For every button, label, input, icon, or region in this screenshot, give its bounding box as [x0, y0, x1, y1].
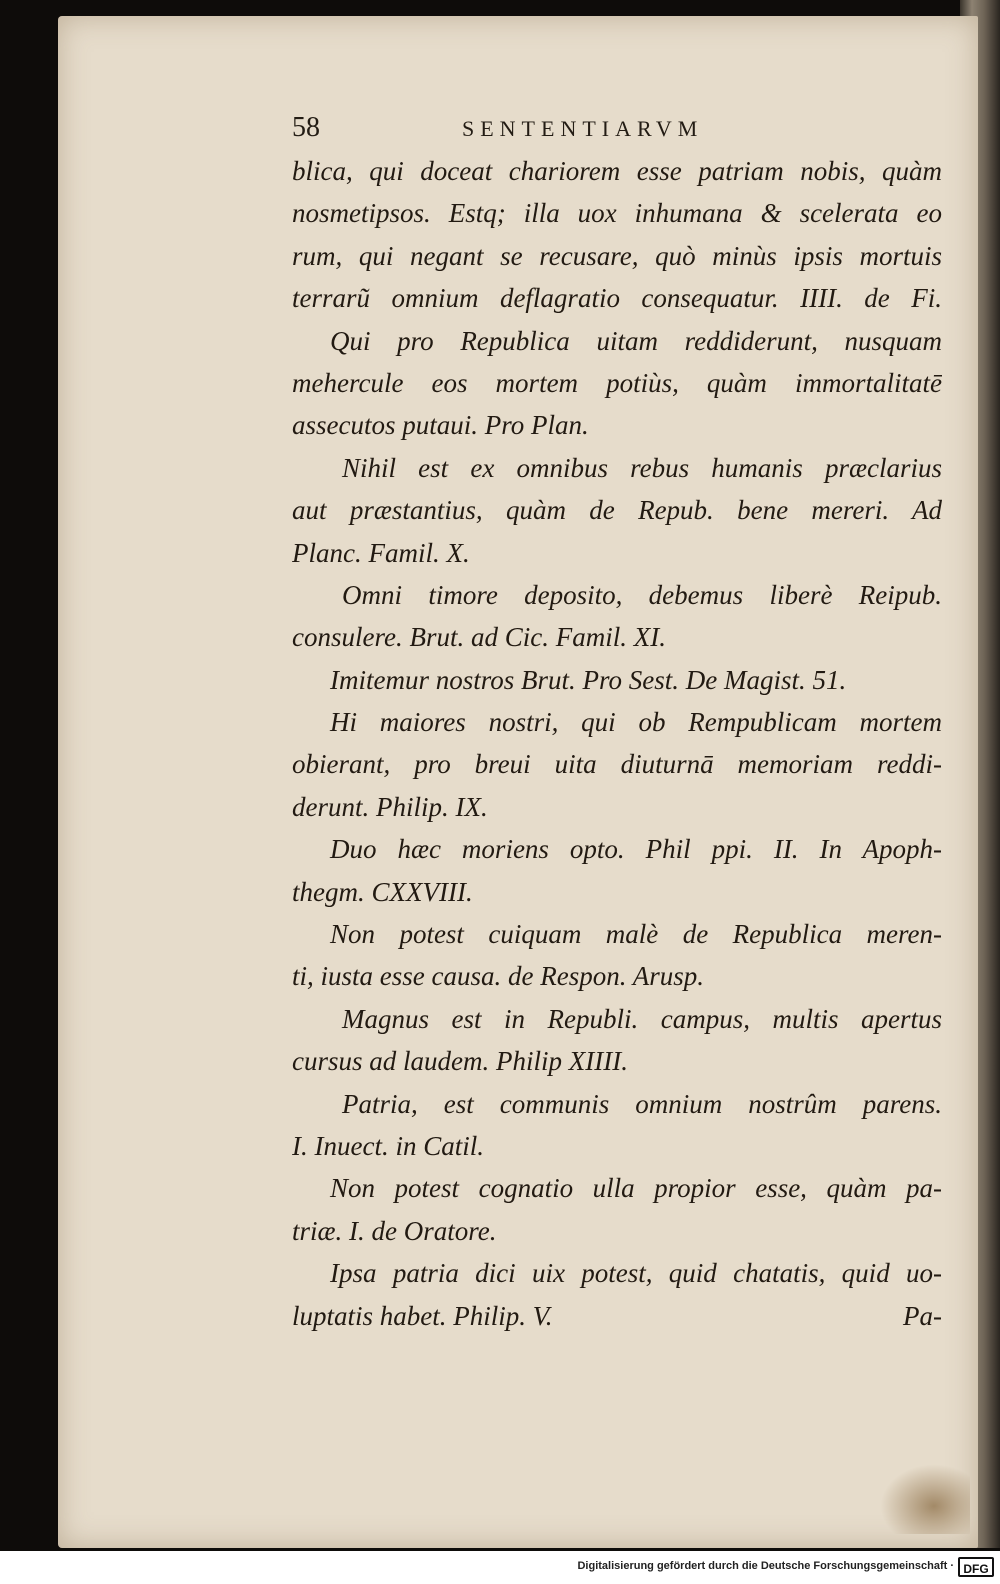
text-line: ti, iusta esse causa. de Respon. Arusp. [292, 961, 704, 992]
text-line: Omni timore deposito, debemus liberè Reipub. [342, 579, 942, 610]
text-line: cursus ad laudem. Philip XIIII. [292, 1046, 628, 1077]
digitization-footer [0, 1551, 1000, 1584]
text-line: Non potest cognatio ulla propior esse, quàm pa- [330, 1173, 942, 1204]
text-line: Planc. Famil. X. [292, 537, 470, 568]
text-line: Hi maiores nostri, qui ob Rempublicam mortem [330, 707, 942, 738]
paper-stain [880, 1464, 970, 1534]
text-line: I. Inuect. in Catil. [292, 1130, 484, 1161]
text-line: Imitemur nostros Brut. Pro Sest. De Magist. 51. [330, 664, 847, 695]
text-line: assecutos putaui. Pro Plan. [292, 410, 589, 441]
text-line: obierant, pro breui uita diuturnā memoriam reddi- [292, 749, 942, 780]
page-number: 58 [292, 112, 320, 143]
text-line: consulere. Brut. ad Cic. Famil. XI. [292, 622, 666, 653]
catchword: Pa- [903, 1300, 942, 1331]
running-title: SENTENTIARVM [462, 116, 704, 141]
text-line: Non potest cuiquam malè de Republica meren- [330, 919, 942, 950]
text-line: aut præstantius, quàm de Repub. bene mereri. Ad [292, 495, 942, 526]
text-line: rum, qui negant se recusare, quò minùs ipsis mortuis [292, 240, 942, 271]
text-line-content: luptatis habet. Philip. V. [292, 1300, 553, 1331]
text-line: Nihil est ex omnibus rebus humanis præclarius [342, 452, 942, 483]
text-line: Duo hæc moriens opto. Phil ppi. II. In Apoph- [330, 834, 942, 865]
text-line: nosmetipsos. Estq; illa uox inhumana & scelerata eo [292, 198, 942, 229]
text-line: mehercule eos mortem potiùs, quàm immortalitatē [292, 367, 942, 398]
text-line: Ipsa patria dici uix potest, quid chatatis, quid uo- [330, 1258, 942, 1289]
text-line: thegm. CXXVIII. [292, 876, 473, 907]
text-line: derunt. Philip. IX. [292, 791, 488, 822]
text-line: Qui pro Republica uitam reddiderunt, nusquam [330, 325, 942, 356]
text-line: Magnus est in Republi. campus, multis apertus [342, 1003, 942, 1034]
text-line-last [292, 1295, 942, 1337]
text-line: Patria, est communis omnium nostrûm parens. [342, 1088, 942, 1119]
text-line: blica, qui doceat chariorem esse patriam nobis, quàm [292, 156, 942, 186]
footer-credit: Digitalisierung gefördert durch die Deutsche Forschungsgemeinschaft · [577, 1560, 954, 1572]
text-line: triæ. I. de Oratore. [292, 1215, 497, 1246]
running-head [292, 112, 812, 146]
page-text [292, 150, 942, 1337]
text-line: terrarũ omnium deflagratio consequatur. IIII. de Fi. [292, 283, 942, 314]
dfg-logo-icon: DFG [958, 1557, 994, 1577]
